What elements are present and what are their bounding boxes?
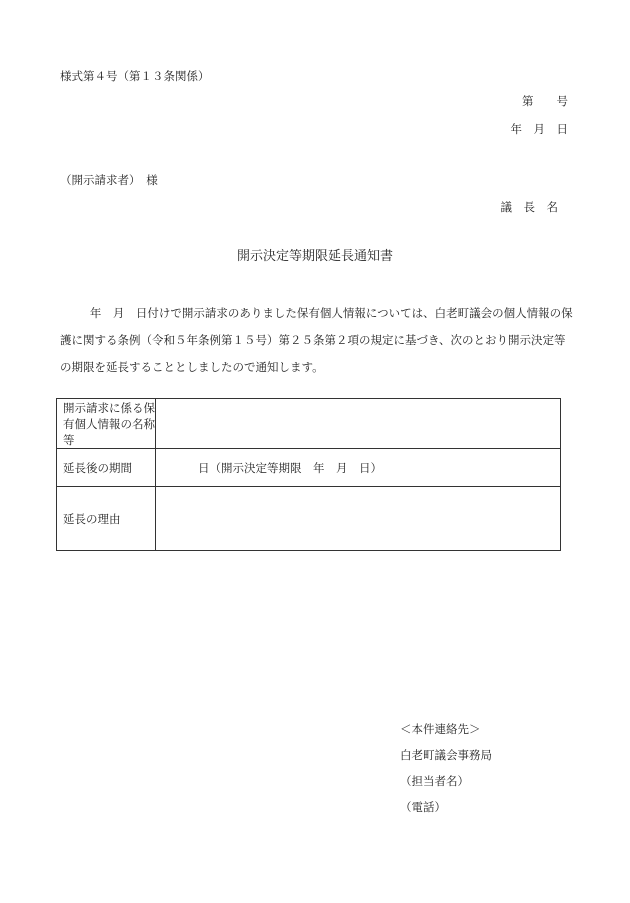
table-row-period: [57, 449, 561, 487]
info-table: [56, 398, 561, 551]
contact-heading: ＜本件連絡先＞: [400, 722, 481, 736]
period-label: 延長後の期間: [57, 449, 156, 487]
document-date: 年 月 日: [510, 122, 568, 136]
target-label: 開示請求に係る保有個人情報の名称等: [57, 399, 156, 449]
form-number: 様式第４号（第１３条関係）: [60, 69, 210, 83]
document-number: 第 号: [522, 94, 568, 108]
contact-person: （担当者名）: [400, 774, 469, 788]
contact-block: [400, 716, 492, 820]
table-row-target: [57, 399, 561, 449]
reason-label: 延長の理由: [57, 487, 156, 551]
period-value: 日（開示決定等期限 年 月 日）: [156, 449, 561, 487]
issuer-name: 議 長 名: [500, 200, 558, 214]
contact-office: 白老町議会事務局: [400, 748, 492, 762]
target-value: [156, 399, 561, 449]
table-row-reason: [57, 487, 561, 551]
reason-value: [156, 487, 561, 551]
document-title: 開示決定等期限延長通知書: [236, 249, 393, 264]
addressee: （開示請求者） 様: [60, 173, 158, 187]
contact-phone: （電話）: [400, 800, 446, 814]
body-paragraph: 年 月 日付けで開示請求のありました保有個人情報については、白老町議会の個人情報の保護に関する条例（令和５年条例第１５号）第２５条第２項の規定に基づき、次のとおり開示決定等の期限を延長することとしましたので通知します。: [60, 306, 573, 374]
